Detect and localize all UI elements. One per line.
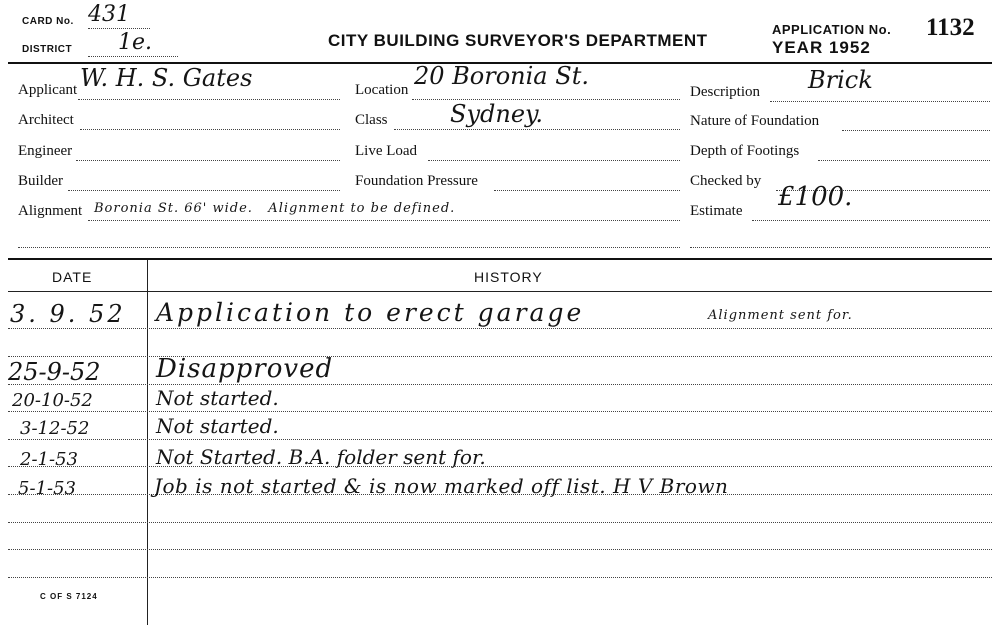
department-title: CITY BUILDING SURVEYOR'S DEPARTMENT [328, 31, 708, 50]
description-line [770, 101, 990, 102]
alignment-label: Alignment [18, 203, 83, 219]
nature-label: Nature of Foundation [690, 113, 820, 129]
table-row-date: 20-10-52 [12, 390, 93, 411]
table-row-history: Not started. [156, 386, 279, 410]
applicant-line [78, 99, 340, 100]
card-no-value: 431 [88, 2, 130, 27]
class-line [394, 129, 680, 130]
alignment-value: Boronia St. 66' wide. Alignment to be defined. [94, 201, 456, 216]
application-no-label: APPLICATION No. [772, 22, 892, 37]
applicant-label: Applicant [18, 82, 78, 98]
foundation-pressure-line [494, 190, 680, 191]
class-label: Class [355, 112, 388, 128]
description-value: Brick [808, 66, 873, 94]
rule-line [8, 522, 992, 523]
rule-line [8, 549, 992, 550]
blank-line-left [18, 247, 680, 248]
table-row-date: 3. 9. 52 [10, 300, 126, 328]
rule-line [8, 439, 992, 440]
table-row-history: Application to erect garage [156, 298, 585, 327]
live-load-line [428, 160, 680, 161]
rule-line [8, 411, 992, 412]
year-label: YEAR 1952 [772, 38, 871, 57]
estimate-label: Estimate [690, 203, 743, 219]
architect-label: Architect [18, 112, 74, 128]
table-row-history: Job is not started & is now marked off list. H V Brown [154, 474, 729, 498]
table-row-history: Disapproved [156, 354, 334, 384]
table-top-rule [8, 258, 992, 260]
location-value: 20 Boronia St. [414, 62, 589, 90]
engineer-line [76, 160, 340, 161]
district-line [88, 56, 178, 57]
form-code: C OF S 7124 [40, 592, 98, 601]
foundation-pressure-label: Foundation Pressure [355, 173, 478, 189]
table-row-date: 5-1-53 [18, 478, 76, 499]
date-header: DATE [52, 269, 93, 285]
table-row-history: Not Started. B.A. folder sent for. [156, 445, 486, 469]
nature-line [842, 130, 990, 131]
header-rule-bottom [8, 291, 992, 292]
date-column-divider [147, 260, 148, 625]
table-row-note: Alignment sent for. [708, 308, 853, 323]
estimate-line [752, 220, 990, 221]
builder-line [68, 190, 340, 191]
rule-line [8, 328, 992, 329]
architect-line [80, 129, 340, 130]
card-no-label: CARD No. [22, 16, 74, 27]
table-row-date: 3-12-52 [20, 418, 90, 439]
live-load-label: Live Load [355, 143, 418, 159]
alignment-line [88, 220, 680, 221]
rule-line [8, 577, 992, 578]
estimate-value: £100. [778, 182, 853, 212]
table-row-date: 25-9-52 [8, 358, 101, 386]
checked-label: Checked by [690, 173, 762, 189]
engineer-label: Engineer [18, 143, 73, 159]
class-value: Sydney. [450, 100, 544, 128]
card-no-line [88, 28, 150, 29]
applicant-value: W. H. S. Gates [80, 64, 253, 92]
description-label: Description [690, 84, 760, 100]
table-row-history: Not started. [156, 414, 279, 438]
rule-line [8, 384, 992, 385]
district-value: 1e. [118, 30, 153, 55]
depth-line [818, 160, 990, 161]
builder-label: Builder [18, 173, 63, 189]
location-label: Location [355, 82, 409, 98]
table-row-date: 2-1-53 [20, 449, 78, 470]
depth-label: Depth of Footings [690, 143, 800, 159]
application-no-value: 1132 [926, 14, 975, 41]
district-label: DISTRICT [22, 44, 73, 55]
history-header: HISTORY [474, 269, 543, 285]
blank-line-right [690, 247, 990, 248]
